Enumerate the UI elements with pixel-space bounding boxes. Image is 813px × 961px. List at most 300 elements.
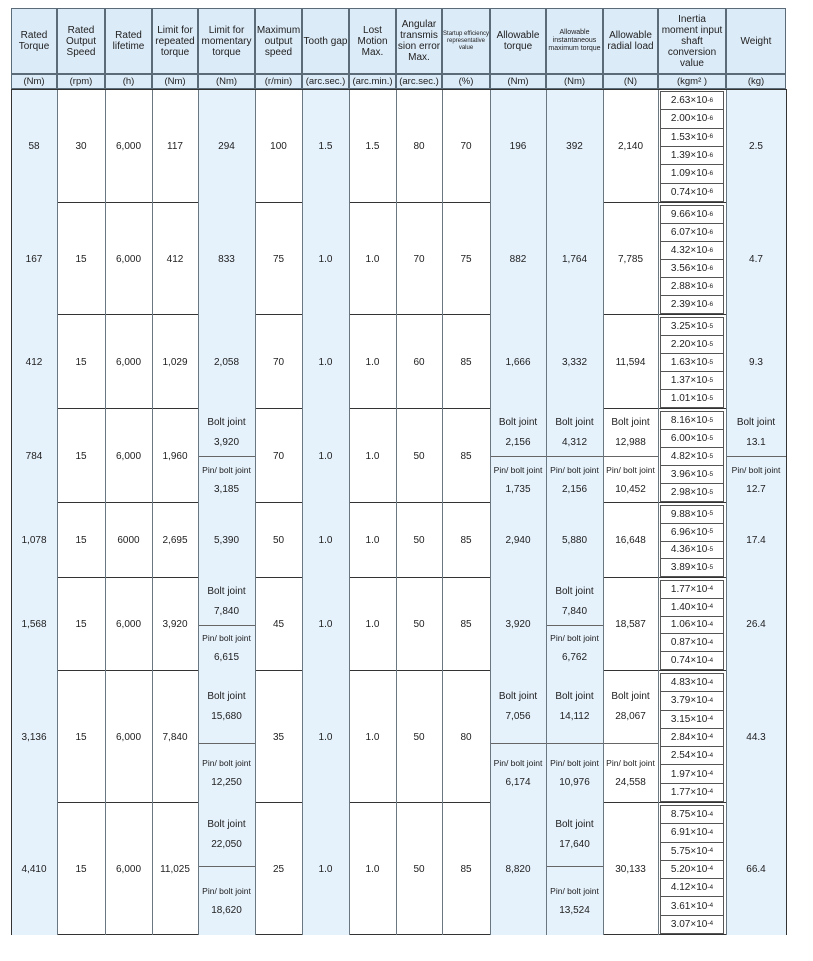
- header-label: Limit for repeated torque: [155, 24, 195, 58]
- cell-rated-torque: [11, 315, 57, 409]
- times-ten: ×10: [690, 433, 708, 444]
- cell-startup-efficiency: [442, 315, 490, 409]
- cell-weight: [726, 89, 786, 203]
- cell-value: 1.0: [365, 356, 380, 368]
- bolt-joint-value: 22,050: [211, 838, 242, 850]
- bolt-joint-label: Bolt joint: [736, 416, 776, 428]
- times-ten: ×10: [690, 601, 708, 613]
- cell-value: 75: [460, 253, 472, 265]
- cell-value: 15: [75, 863, 87, 875]
- cell-value: 196: [509, 140, 527, 152]
- times-ten: ×10: [690, 786, 708, 798]
- unit-tooth-gap: [302, 74, 349, 89]
- bolt-joint-label: Bolt joint: [555, 416, 594, 428]
- cell-value: 117: [167, 140, 183, 152]
- cell-value: 60: [413, 356, 425, 368]
- cell-value: 70: [413, 253, 425, 265]
- times-ten: ×10: [690, 357, 708, 368]
- cell-rated-lifetime: [105, 409, 152, 503]
- cell-value: 80: [413, 140, 425, 152]
- inertia-mantissa: 5.75: [670, 845, 691, 857]
- cell-allowable-instantaneous-torque-pin: [546, 625, 603, 671]
- times-ten: ×10: [690, 750, 708, 762]
- unit-label: (kgm² ): [676, 76, 708, 87]
- cell-value: 5,880: [561, 535, 588, 546]
- cell-value: 3,920: [162, 619, 188, 630]
- times-ten: ×10: [690, 469, 708, 480]
- cell-repeated-torque: [152, 578, 198, 671]
- times-ten: ×10: [690, 168, 708, 180]
- bolt-joint-value: 17,640: [559, 838, 590, 850]
- cell-value: 25: [272, 863, 285, 875]
- inertia-mantissa: 1.77: [670, 583, 691, 595]
- bolt-joint-label: Bolt joint: [498, 691, 538, 702]
- inertia-mantissa: 6.96: [670, 526, 691, 538]
- inertia-value: 5.20 ×10 -4: [660, 860, 724, 879]
- inertia-value: 3.15 ×10 -4: [660, 710, 724, 729]
- bolt-joint-value: 13.1: [746, 436, 766, 448]
- header-startup-efficiency: [442, 8, 490, 74]
- cell-allowable-instantaneous-torque-pin: [546, 743, 603, 803]
- cell-value: 35: [272, 731, 285, 743]
- cell-rated-output-speed: [57, 578, 105, 671]
- times-ten: ×10: [690, 918, 708, 930]
- header-label: Rated Output Speed: [65, 24, 97, 58]
- bolt-joint-label: Bolt joint: [498, 416, 538, 428]
- cell-weight: [726, 578, 786, 671]
- unit-startup-efficiency: [442, 74, 490, 89]
- inertia-value: 2.54 ×10 -4: [660, 746, 724, 765]
- cell-repeated-torque: [152, 671, 198, 803]
- cell-allowable-instantaneous-torque-bolt: [546, 803, 603, 866]
- cell-allowable-instantaneous-torque-bolt: [546, 578, 603, 625]
- times-ten: ×10: [690, 863, 708, 875]
- pin-bolt-joint-value: 10,976: [559, 777, 590, 788]
- cell-rated-lifetime: [105, 803, 152, 935]
- cell-value: 2,940: [505, 535, 531, 546]
- inertia-value: 9.66 ×10 -6: [660, 205, 724, 224]
- cell-rated-lifetime: [105, 203, 152, 315]
- cell-max-output-speed: [255, 503, 302, 578]
- pin-bolt-joint-label: Pin/ bolt joint: [550, 758, 599, 768]
- cell-repeated-torque: [152, 315, 198, 409]
- cell-angular-error: [396, 203, 442, 315]
- header-label: Allowable instantaneous maximum torque: [548, 29, 601, 52]
- grid-line: [442, 89, 443, 935]
- cell-startup-efficiency: [442, 671, 490, 803]
- cell-rated-lifetime: [105, 315, 152, 409]
- inertia-value: 1.39 ×10 -6: [660, 146, 724, 165]
- cell-value: 882: [509, 253, 527, 265]
- pin-bolt-joint-label: Pin/ bolt joint: [731, 464, 781, 475]
- bolt-joint-value: 4,312: [561, 436, 588, 448]
- split-divider: [546, 625, 603, 626]
- cell-value: 85: [460, 619, 472, 630]
- cell-value: 45: [272, 619, 285, 630]
- inertia-value: 1.01 ×10 -5: [660, 389, 724, 408]
- cell-allowable-torque: [490, 89, 546, 203]
- inertia-value: 3.89 ×10 -5: [660, 558, 724, 577]
- header-label: Allowable radial load: [607, 30, 654, 52]
- inertia-mantissa: 2.63: [670, 95, 691, 107]
- cell-rated-output-speed: [57, 203, 105, 315]
- cell-rated-output-speed: [57, 315, 105, 409]
- cell-tooth-gap: [302, 409, 349, 503]
- cell-startup-efficiency: [442, 578, 490, 671]
- bolt-joint-label: Bolt joint: [207, 416, 246, 428]
- pin-bolt-joint-value: 6,174: [505, 777, 531, 788]
- pin-bolt-joint-value: 3,185: [213, 483, 240, 495]
- pin-bolt-joint-value: 2,156: [561, 483, 588, 495]
- cell-allowable-torque: [490, 203, 546, 315]
- cell-lost-motion: [349, 203, 396, 315]
- inertia-value: 0.87 ×10 -4: [660, 633, 724, 652]
- cell-momentary-torque: [198, 89, 255, 203]
- inertia-value: 1.63 ×10 -5: [660, 353, 724, 372]
- grid-line: [726, 89, 727, 935]
- unit-angular-error: [396, 74, 442, 89]
- cell-allowable-radial-load-bolt: [603, 671, 658, 743]
- bolt-joint-label: Bolt joint: [611, 691, 650, 702]
- cell-value: 6000: [117, 535, 140, 546]
- cell-value: 75: [272, 253, 285, 265]
- inertia-mantissa: 9.66: [670, 209, 691, 220]
- cell-angular-error: [396, 671, 442, 803]
- times-ten: ×10: [690, 393, 708, 404]
- cell-value: 58: [28, 140, 40, 152]
- times-ten: ×10: [690, 845, 708, 857]
- inertia-mantissa: 3.89: [670, 562, 691, 574]
- inertia-mantissa: 1.39: [670, 150, 691, 162]
- cell-value: 15: [75, 731, 87, 743]
- cell-value: 1.0: [365, 450, 380, 462]
- inertia-mantissa: 1.97: [670, 768, 691, 780]
- split-divider: [198, 743, 255, 744]
- cell-value: 1.0: [318, 863, 333, 875]
- bolt-joint-label: Bolt joint: [555, 691, 594, 702]
- inertia-value: 1.97 ×10 -4: [660, 764, 724, 783]
- cell-value: 6,000: [115, 731, 142, 743]
- cell-rated-output-speed: [57, 503, 105, 578]
- inertia-value: 3.07 ×10 -4: [660, 915, 724, 934]
- inertia-mantissa: 1.63: [670, 357, 691, 368]
- unit-allowable-radial-load: [603, 74, 658, 89]
- times-ten: ×10: [690, 526, 708, 538]
- times-ten: ×10: [690, 245, 708, 256]
- inertia-mantissa: 4.32: [670, 245, 691, 256]
- cell-value: 1.0: [365, 619, 380, 630]
- split-divider: [546, 456, 603, 457]
- inertia-value: 3.56 ×10 -6: [660, 259, 724, 278]
- cell-momentary-torque-pin: [198, 456, 255, 503]
- header-angular-error: [396, 8, 442, 74]
- inertia-mantissa: 9.88: [670, 508, 691, 520]
- unit-momentary-torque: [198, 74, 255, 89]
- bolt-joint-label: Bolt joint: [611, 416, 650, 428]
- bolt-joint-value: 15,680: [211, 711, 242, 722]
- cell-value: 2,140: [617, 140, 644, 152]
- cell-value: 85: [460, 535, 472, 546]
- cell-value: 167: [25, 253, 43, 265]
- cell-rated-torque: [11, 203, 57, 315]
- cell-value: 50: [413, 535, 425, 546]
- header-weight: [726, 8, 786, 74]
- cell-momentary-torque-bolt: [198, 671, 255, 743]
- inertia-value: 6.96 ×10 -5: [660, 523, 724, 542]
- unit-label: (rpm): [69, 76, 93, 87]
- times-ten: ×10: [690, 487, 708, 498]
- times-ten: ×10: [690, 583, 708, 595]
- pin-bolt-joint-label: Pin/ bolt joint: [606, 464, 655, 475]
- cell-momentary-torque: [198, 203, 255, 315]
- cell-weight-bolt: [726, 409, 786, 456]
- inertia-value: 4.12 ×10 -4: [660, 878, 724, 897]
- split-divider: [546, 743, 603, 744]
- unit-label: (Nm): [215, 76, 238, 87]
- grid-line: [105, 89, 106, 935]
- bolt-joint-value: 7,056: [505, 711, 531, 722]
- header-momentary-torque: [198, 8, 255, 74]
- unit-inertia-moment: [658, 74, 726, 89]
- bolt-joint-value: 28,067: [615, 711, 646, 722]
- cell-weight: [726, 803, 786, 935]
- cell-value: 294: [218, 140, 235, 152]
- cell-max-output-speed: [255, 409, 302, 503]
- inertia-value: 1.37 ×10 -5: [660, 371, 724, 390]
- inertia-value: 4.83 ×10 -4: [660, 673, 724, 692]
- unit-lost-motion: [349, 74, 396, 89]
- pin-bolt-joint-value: 1,735: [505, 483, 531, 495]
- inertia-mantissa: 3.56: [670, 263, 691, 274]
- cell-rated-output-speed: [57, 409, 105, 503]
- times-ten: ×10: [690, 321, 708, 332]
- cell-allowable-radial-load: [603, 503, 658, 578]
- cell-value: 6,000: [115, 356, 142, 368]
- cell-value: 50: [413, 619, 425, 630]
- pin-bolt-joint-value: 6,762: [561, 652, 588, 663]
- cell-value: 7,840: [162, 731, 188, 743]
- cell-value: 4.7: [749, 253, 763, 265]
- pin-bolt-joint-label: Pin/ bolt joint: [550, 885, 599, 896]
- header-lost-motion: [349, 8, 396, 74]
- cell-lost-motion: [349, 409, 396, 503]
- bolt-joint-label: Bolt joint: [207, 818, 246, 830]
- pin-bolt-joint-value: 10,452: [615, 483, 646, 495]
- cell-value: 30: [75, 140, 87, 152]
- cell-value: 4,410: [21, 863, 47, 875]
- cell-allowable-radial-load: [603, 315, 658, 409]
- cell-lost-motion: [349, 503, 396, 578]
- inertia-mantissa: 3.79: [670, 695, 691, 707]
- cell-value: 1.0: [365, 253, 380, 265]
- cell-repeated-torque: [152, 203, 198, 315]
- header-rated-torque: [11, 8, 57, 74]
- cell-tooth-gap: [302, 203, 349, 315]
- cell-allowable-instantaneous-torque-bolt: [546, 409, 603, 456]
- pin-bolt-joint-label: Pin/ bolt joint: [493, 758, 543, 768]
- inertia-value: 6.00 ×10 -5: [660, 429, 724, 448]
- pin-bolt-joint-value: 18,620: [211, 904, 242, 916]
- header-label: Rated Torque: [18, 30, 50, 52]
- bolt-joint-label: Bolt joint: [555, 818, 594, 830]
- cell-allowable-instantaneous-torque: [546, 203, 603, 315]
- cell-rated-output-speed: [57, 671, 105, 803]
- cell-tooth-gap: [302, 578, 349, 671]
- grid-line: [349, 89, 350, 935]
- inertia-mantissa: 8.16: [670, 415, 691, 426]
- cell-value: 3,920: [505, 619, 531, 630]
- cell-value: 15: [75, 253, 87, 265]
- inertia-value: 1.40 ×10 -4: [660, 598, 724, 617]
- cell-value: 6,000: [115, 619, 142, 630]
- cell-max-output-speed: [255, 803, 302, 935]
- cell-rated-output-speed: [57, 89, 105, 203]
- times-ten: ×10: [690, 150, 708, 162]
- cell-value: 18,587: [615, 619, 646, 630]
- pin-bolt-joint-label: Pin/ bolt joint: [202, 464, 251, 475]
- header-rated-lifetime: [105, 8, 152, 74]
- cell-value: 6,000: [115, 253, 142, 265]
- inertia-mantissa: 6.07: [670, 227, 691, 238]
- times-ten: ×10: [690, 827, 708, 839]
- header-inertia-moment: [658, 8, 726, 74]
- cell-allowable-torque-pin: [490, 743, 546, 803]
- cell-lost-motion: [349, 803, 396, 935]
- cell-value: 1,960: [162, 450, 188, 462]
- grid-line: [546, 89, 547, 935]
- header-repeated-torque: [152, 8, 198, 74]
- cell-value: 392: [566, 140, 583, 152]
- cell-value: 1.0: [365, 535, 380, 546]
- cell-value: 80: [460, 731, 472, 743]
- times-ten: ×10: [690, 299, 708, 310]
- cell-weight: [726, 203, 786, 315]
- cell-rated-lifetime: [105, 578, 152, 671]
- inertia-mantissa: 2.84: [670, 731, 691, 743]
- header-label: Maximum output speed: [256, 24, 301, 58]
- header-tooth-gap: [302, 8, 349, 74]
- inertia-value: 4.32 ×10 -6: [660, 241, 724, 260]
- inertia-mantissa: 1.40: [670, 601, 691, 613]
- cell-repeated-torque: [152, 89, 198, 203]
- grid-line: [658, 89, 659, 935]
- cell-allowable-radial-load: [603, 803, 658, 935]
- unit-rated-torque: [11, 74, 57, 89]
- times-ten: ×10: [690, 508, 708, 520]
- unit-rated-lifetime: [105, 74, 152, 89]
- cell-value: 11,594: [615, 356, 646, 368]
- cell-allowable-radial-load-bolt: [603, 409, 658, 456]
- inertia-value: 4.82 ×10 -5: [660, 447, 724, 466]
- cell-value: 1,568: [21, 619, 47, 630]
- cell-angular-error: [396, 315, 442, 409]
- unit-max-output-speed: [255, 74, 302, 89]
- grid-line: [11, 89, 786, 90]
- inertia-mantissa: 1.53: [670, 131, 691, 143]
- inertia-value: 1.77 ×10 -4: [660, 580, 724, 599]
- cell-rated-torque: [11, 89, 57, 203]
- split-divider: [603, 743, 658, 744]
- cell-rated-output-speed: [57, 803, 105, 935]
- inertia-mantissa: 1.09: [670, 168, 691, 180]
- cell-momentary-torque: [198, 503, 255, 578]
- header-max-output-speed: [255, 8, 302, 74]
- split-divider: [490, 456, 546, 457]
- cell-rated-lifetime: [105, 503, 152, 578]
- inertia-value: 0.74 ×10 -4: [660, 651, 724, 670]
- cell-momentary-torque-pin: [198, 625, 255, 671]
- cell-allowable-torque-bolt: [490, 671, 546, 743]
- pin-bolt-joint-label: Pin/ bolt joint: [202, 758, 251, 768]
- cell-tooth-gap: [302, 671, 349, 803]
- cell-max-output-speed: [255, 89, 302, 203]
- cell-allowable-torque: [490, 578, 546, 671]
- times-ten: ×10: [690, 677, 708, 689]
- header-rated-output-speed: [57, 8, 105, 74]
- cell-startup-efficiency: [442, 503, 490, 578]
- bolt-joint-label: Bolt joint: [207, 585, 246, 597]
- cell-value: 412: [166, 253, 184, 265]
- pin-bolt-joint-label: Pin/ bolt joint: [493, 464, 543, 475]
- inertia-value: 2.88 ×10 -6: [660, 277, 724, 296]
- cell-value: 15: [75, 450, 87, 462]
- cell-value: 16,648: [615, 535, 646, 546]
- times-ten: ×10: [690, 113, 708, 125]
- inertia-value: 4.36 ×10 -5: [660, 541, 724, 560]
- inertia-value: 2.98 ×10 -5: [660, 483, 724, 502]
- header-allowable-instantaneous-torque: [546, 8, 603, 74]
- unit-label: (h): [122, 76, 135, 87]
- times-ten: ×10: [690, 375, 708, 386]
- pin-bolt-joint-label: Pin/ bolt joint: [606, 758, 655, 768]
- cell-value: 44.3: [746, 731, 766, 743]
- times-ten: ×10: [690, 281, 708, 292]
- pin-bolt-joint-label: Pin/ bolt joint: [550, 464, 599, 475]
- cell-value: 6,000: [115, 863, 142, 875]
- cell-rated-lifetime: [105, 671, 152, 803]
- cell-value: 2,695: [162, 535, 188, 546]
- unit-label: (Nm): [563, 76, 586, 87]
- inertia-mantissa: 5.20: [670, 863, 691, 875]
- unit-label: (Nm): [507, 76, 529, 87]
- inertia-value: 1.77 ×10 -4: [660, 783, 724, 802]
- inertia-mantissa: 4.83: [670, 677, 691, 689]
- unit-repeated-torque: [152, 74, 198, 89]
- cell-value: 15: [75, 356, 87, 368]
- inertia-mantissa: 0.74: [670, 655, 691, 667]
- cell-value: 70: [272, 356, 285, 368]
- cell-rated-torque: [11, 803, 57, 935]
- inertia-value: 8.75 ×10 -4: [660, 805, 724, 824]
- unit-label: (arc.sec.): [305, 76, 346, 87]
- cell-allowable-torque: [490, 315, 546, 409]
- inertia-value: 1.09 ×10 -6: [660, 164, 724, 183]
- inertia-value: 6.91 ×10 -4: [660, 823, 724, 842]
- inertia-mantissa: 2.20: [670, 339, 691, 350]
- times-ten: ×10: [690, 713, 708, 725]
- grid-line: [603, 89, 604, 935]
- inertia-mantissa: 1.77: [670, 786, 691, 798]
- cell-value: 3,332: [561, 356, 588, 368]
- cell-startup-efficiency: [442, 89, 490, 203]
- cell-max-output-speed: [255, 203, 302, 315]
- header-label: Angular transmis sion error Max.: [397, 19, 441, 63]
- cell-value: 17.4: [746, 535, 766, 546]
- bolt-joint-value: 3,920: [213, 436, 240, 448]
- split-divider: [198, 456, 255, 457]
- bolt-joint-value: 7,840: [561, 605, 588, 617]
- header-label: Weight: [740, 35, 772, 47]
